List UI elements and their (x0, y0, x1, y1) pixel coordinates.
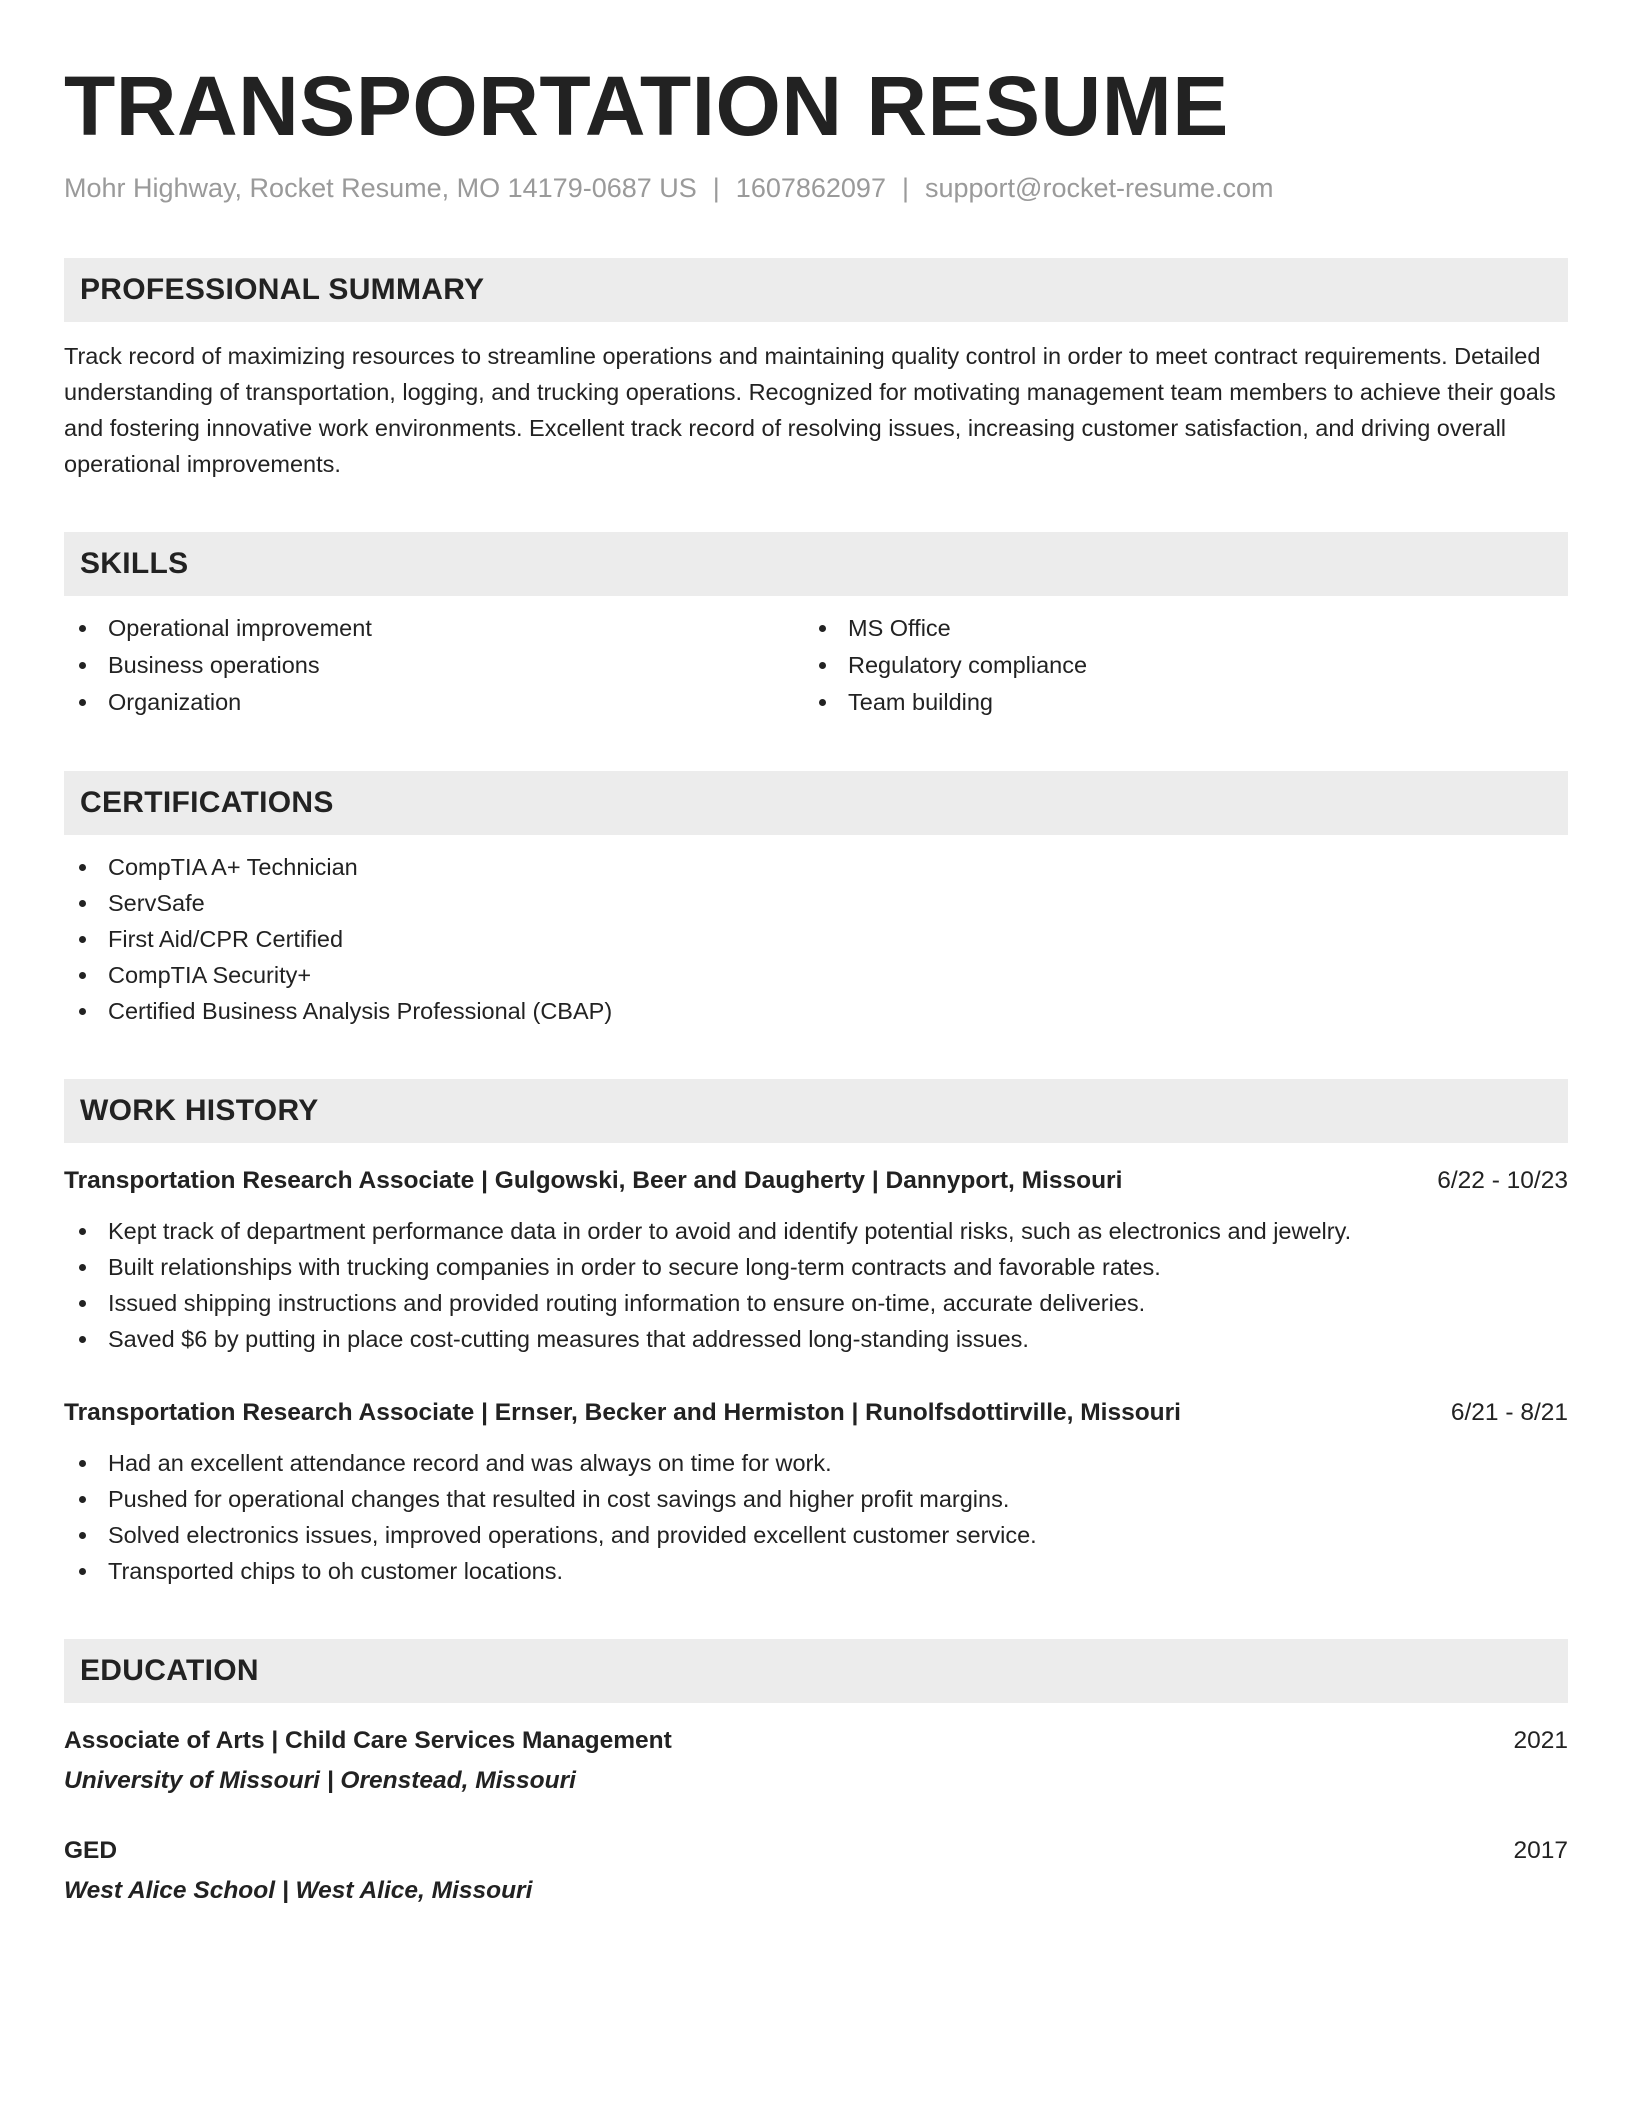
contact-separator: | (901, 173, 909, 203)
skill-item: Regulatory compliance (804, 647, 1544, 684)
contact-address: Mohr Highway, Rocket Resume, MO 14179-0687 US (64, 173, 697, 203)
education-school: University of Missouri | Orenstead, Missouri (64, 1767, 576, 1794)
job-dates: 6/22 - 10/23 (1437, 1167, 1568, 1194)
job-bullet: Solved electronics issues, improved operations, and provided excellent customer service. (64, 1517, 1568, 1553)
education-school: West Alice School | West Alice, Missouri (64, 1877, 533, 1904)
contact-phone: 1607862097 (735, 173, 886, 203)
job-header (64, 1395, 1568, 1431)
section-header-work-history: WORK HISTORY (64, 1079, 1568, 1143)
skill-item: Business operations (64, 647, 804, 684)
contact-separator: | (712, 173, 720, 203)
job-header (64, 1163, 1568, 1199)
skill-item: Team building (804, 684, 1544, 721)
job-bullet: Kept track of department performance data in order to avoid and identify potential risks, such as electronics and jewelry. (64, 1213, 1568, 1249)
job-bullet: Built relationships with trucking companies in order to secure long-term contracts and favorable rates. (64, 1249, 1568, 1285)
skill-item: Operational improvement (64, 610, 804, 647)
section-header-education: EDUCATION (64, 1639, 1568, 1703)
education-degree: GED (64, 1837, 118, 1864)
job-dates: 6/21 - 8/21 (1450, 1399, 1568, 1426)
education-degree: Associate of Arts | Child Care Services Management (64, 1727, 672, 1754)
section-header-summary: PROFESSIONAL SUMMARY (64, 258, 1568, 322)
job-bullet: Issued shipping instructions and provided routing information to ensure on-time, accurate deliveries. (64, 1285, 1568, 1321)
contact-line (64, 170, 1568, 206)
job-bullets (64, 1213, 1568, 1357)
certification-item: Certified Business Analysis Professional (CBAP) (64, 993, 1568, 1029)
job-bullet: Saved $6 by putting in place cost-cutting measures that addressed long-standing issues. (64, 1321, 1568, 1357)
education-year: 2021 (1513, 1727, 1568, 1754)
section-header-skills: SKILLS (64, 532, 1568, 596)
skills-grid (64, 610, 1568, 721)
skills-list-right (804, 610, 1544, 721)
job-bullets (64, 1445, 1568, 1589)
job-title: Transportation Research Associate | Gulgowski, Beer and Daugherty | Dannyport, Missouri (64, 1167, 1123, 1194)
certification-item: CompTIA A+ Technician (64, 849, 1568, 885)
skill-item: MS Office (804, 610, 1544, 647)
certifications-list (64, 849, 1568, 1029)
section-header-certifications: CERTIFICATIONS (64, 771, 1568, 835)
education-header (64, 1833, 1568, 1869)
contact-email: support@rocket-resume.com (924, 173, 1274, 203)
job-bullet: Pushed for operational changes that resulted in cost savings and higher profit margins. (64, 1481, 1568, 1517)
education-header (64, 1723, 1568, 1759)
certification-item: ServSafe (64, 885, 1568, 921)
education-year: 2017 (1513, 1837, 1568, 1864)
resume-title: TRANSPORTATION RESUME (64, 59, 1229, 153)
job-title: Transportation Research Associate | Ernser, Becker and Hermiston | Runolfsdottirville, Missouri (64, 1399, 1181, 1426)
skills-list-left (64, 610, 804, 721)
summary-text: Track record of maximizing resources to streamline operations and maintaining quality control in order to meet contract requirements. Detailed understanding of transportation, logging, and trucking operations. Recognized for motivating management team members to achieve their goals and fostering innovative work environments. Excellent track record of resolving issues, increasing customer satisfaction, and driving overall operational improvements. (64, 343, 1556, 477)
certification-item: CompTIA Security+ (64, 957, 1568, 993)
skill-item: Organization (64, 684, 804, 721)
certification-item: First Aid/CPR Certified (64, 921, 1568, 957)
job-bullet: Had an excellent attendance record and was always on time for work. (64, 1445, 1568, 1481)
job-bullet: Transported chips to oh customer locations. (64, 1553, 1568, 1589)
